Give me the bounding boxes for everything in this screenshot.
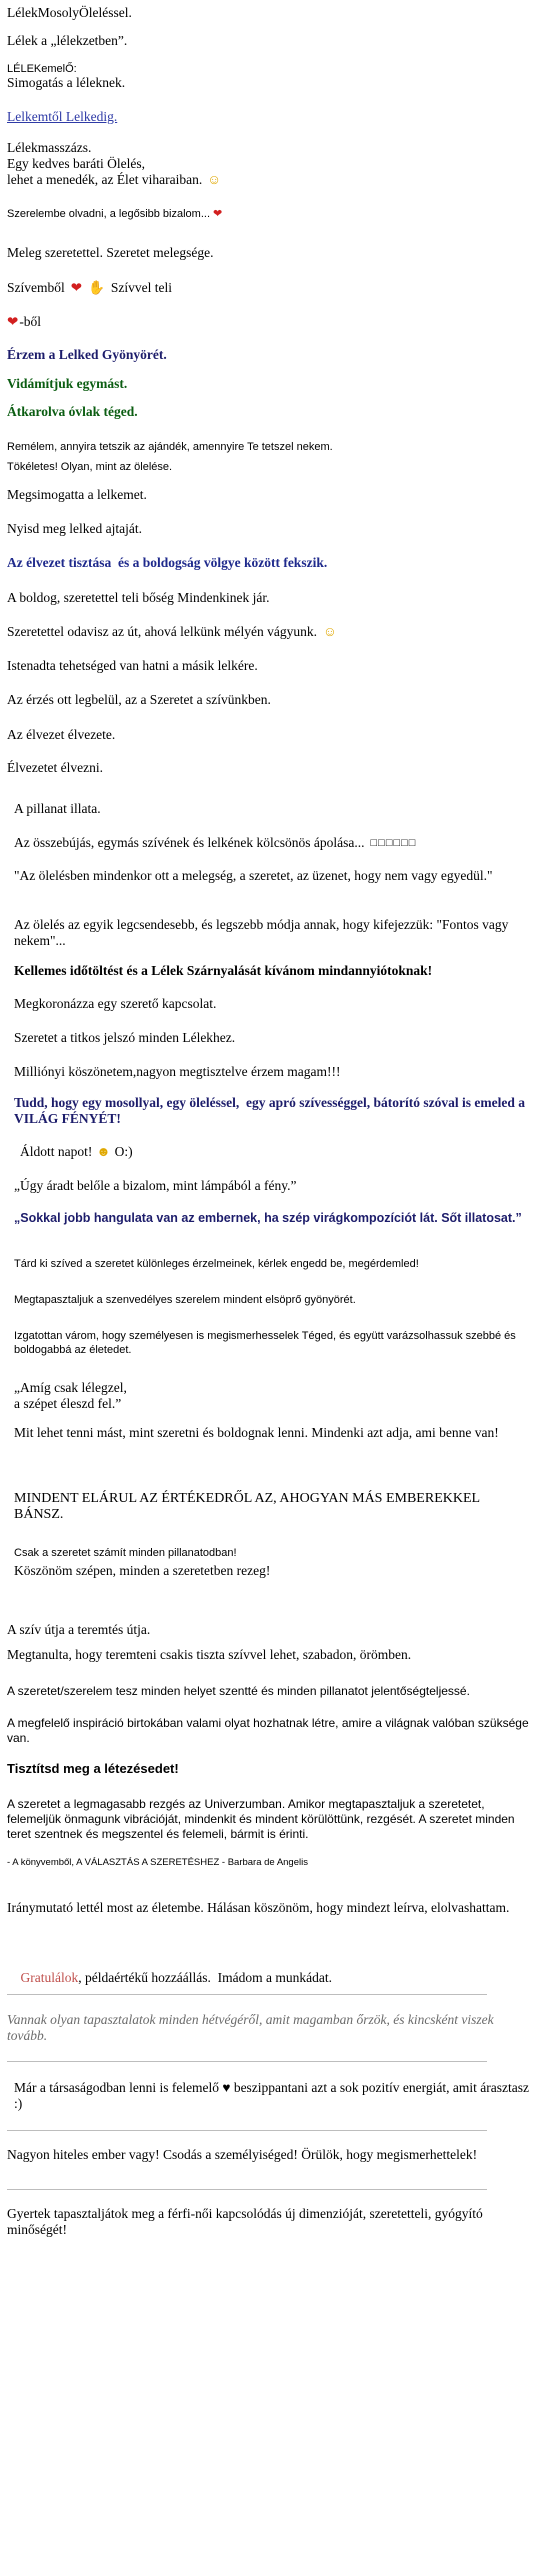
text-line: Milliónyi köszönetem,nagyon megtisztelve érzem magam!!! xyxy=(14,1064,341,1079)
text-line: Megsimogatta a lelkemet. xyxy=(7,487,147,502)
text-line: „Úgy áradt belőle a bizalom, mint lámpából a fény.” xyxy=(14,1178,297,1193)
missing-glyph-icon: □□□□□□ xyxy=(370,837,417,849)
divider xyxy=(7,2130,487,2131)
text-line-with-icon: Szívemből ❤ ✋ Szívvel teli xyxy=(7,280,172,295)
text-line: Szeretet a titkos jelszó minden Lélekhez. xyxy=(14,1030,236,1045)
text-line: Meleg szeretettel. Szeretet melegsége. xyxy=(7,245,214,260)
heart-emoji-icon: ❤ xyxy=(70,280,83,295)
text-line: Simogatás a léleknek. xyxy=(7,75,126,90)
text-line: Az érzés ott legbelül, az a Szeretet a szívünkben. xyxy=(7,692,271,707)
text-line: Megtapasztaljuk a szenvedélyes szerelem mindent elsöprő gyönyörét. xyxy=(14,1294,356,1306)
text-line: A szeretet/szerelem tesz minden helyet szentté és minden pillanatot jelentőségteljessé. xyxy=(7,1684,470,1698)
text-line: LélekMosolyÖleléssel. xyxy=(7,5,132,20)
text-line-with-icon: Szerelembe olvadni, a legősibb bizalom... ❤ xyxy=(7,208,223,220)
text-line: Gratulálok, példaértékű hozzáállás. Imádom a munkádat. xyxy=(20,1970,333,1985)
text-line: Vidámítjuk egymást. xyxy=(7,376,128,391)
text-line: LÉLEKemelŐ: xyxy=(7,63,77,75)
text-line: Az élvezet tisztása és a boldogság völgye között fekszik. xyxy=(7,555,328,570)
text-line: A pillanat illata. xyxy=(14,801,101,816)
text-line: Tudd, hogy egy mosollyal, egy öleléssel, egy apró szívességgel, bátorító szóval is emeled a VILÁG FÉNYÉT! xyxy=(14,1095,529,1126)
text-line: Mit lehet tenni mást, mint szeretni és boldognak lenni. Mindenki azt adja, ami benne van! xyxy=(14,1425,499,1440)
text-line: Egy kedves baráti Ölelés, xyxy=(7,156,145,171)
text-line: Tökéletes! Olyan, mint az ölelése. xyxy=(7,461,173,473)
link-lelkemtol[interactable]: Lelkemtől Lelkedig. xyxy=(7,109,118,124)
text-line: - A könyvemből, A VÁLASZTÁS A SZERETÉSHEZ - Barbara de Angelis xyxy=(7,1857,308,1868)
heart-emoji-icon: ❤ xyxy=(7,314,19,329)
text-line: Tárd ki szíved a szeretet különleges érzelmeinek, kérlek engedd be, megérdemled! xyxy=(14,1258,419,1270)
text-line-with-icon: lehet a menedék, az Élet viharaiban. ☺ xyxy=(7,172,222,187)
text-line: Megkoronázza egy szerető kapcsolat. xyxy=(14,996,217,1011)
divider xyxy=(7,2189,487,2190)
text-line: Gyertek tapasztaljátok meg a férfi-női kapcsolódás új dimenzióját, szeretetteli, gyógyító minőségét! xyxy=(7,2206,487,2237)
text-line: „Amíg csak lélegzel, xyxy=(14,1380,127,1395)
divider xyxy=(7,2061,487,2062)
text-line: a szépet éleszd fel.” xyxy=(14,1396,122,1411)
text-line: Átkarolva óvlak téged. xyxy=(7,404,138,419)
text-line-with-icon: Szeretettel odavisz az út, ahová lelkünk mélyén vágyunk. ☺ xyxy=(7,624,337,639)
text-line: Csak a szeretet számít minden pillanatodban! xyxy=(14,1547,237,1559)
text-line: Nagyon hiteles ember vagy! Csodás a személyiséged! Örülök, hogy megismerhettelek! xyxy=(7,2147,478,2162)
text-line: Köszönöm szépen, minden a szeretetben rezeg! xyxy=(14,1563,271,1578)
text-line: Vannak olyan tapasztalatok minden hétvégéről, amit magamban őrzök, és kincsként viszek tovább. xyxy=(7,2012,498,2043)
text-line-with-icon: ❤ -ből xyxy=(7,314,42,329)
grin-icon: ☻ xyxy=(96,1144,111,1159)
smile-emoji-icon: ☺ xyxy=(323,624,337,639)
text-line: Élvezetet élvezni. xyxy=(7,760,103,775)
text-line: Az élvezet élvezete. xyxy=(7,727,116,742)
text-line-with-icon: Az összebújás, egymás szívének és lelkének kölcsönös ápolása... □□□□□□ xyxy=(14,835,417,850)
text-line: Tisztítsd meg a létezésedet! xyxy=(7,1761,179,1776)
text-line: Már a társaságodban lenni is felemelő ♥ beszippantani azt a sok pozitív energiát, amit árasztasz :) xyxy=(14,2080,533,2111)
text-line: „Sokkal jobb hangulata van az embernek, ha szép virágkompozíciót lát. Sőt illatosat.” xyxy=(14,1211,522,1225)
text-line: Istenadta tehetséged van hatni a másik lelkére. xyxy=(7,658,258,673)
text-line: A szeretet a legmagasabb rezgés az Univerzumban. Amikor megtapasztaljuk a szeretetet, felemeljük önmagunk vibrációját, mindenkit és mindent körülöttünk, rezgését. A szeretet minden teret szentnek és megszentel és felemeli, bármit is érinti. xyxy=(7,1797,518,1841)
text-line: Nyisd meg lelked ajtaját. xyxy=(7,521,142,536)
highlight-word: Gratulálok xyxy=(20,1970,79,1985)
pray-hands-icon: ✋ xyxy=(88,280,105,295)
text-line: A megfelelő inspiráció birtokában valami olyat hozhatnak létre, amire a világnak valóban szüksége van. xyxy=(7,1716,532,1745)
text-line: Lélekmasszázs. xyxy=(7,140,92,155)
text-line: Érzem a Lelked Gyönyörét. xyxy=(7,347,167,362)
text-line-with-icon: Áldott napot! ☻ O:) xyxy=(20,1144,133,1159)
text-line: A boldog, szeretettel teli bőség Mindenkinek jár. xyxy=(7,590,270,605)
text-line: A szív útja a teremtés útja. xyxy=(7,1622,151,1637)
text-line: Megtanulta, hogy teremteni csakis tiszta szívvel lehet, szabadon, örömben. xyxy=(7,1647,412,1662)
heart-emoji-icon: ❤ xyxy=(213,208,223,220)
text-line: Kellemes időtöltést és a Lélek Szárnyalását kívánom mindannyiótoknak! xyxy=(14,963,433,978)
text-line: Lélek a „lélekzetben”. xyxy=(7,33,128,48)
divider xyxy=(7,1994,487,1995)
text-line: Az ölelés az egyik legcsendesebb, és legszebb módja annak, hogy kifejezzük: "Fontos vagy nekem"... xyxy=(14,917,512,948)
text-line: "Az ölelésben mindenkor ott a melegség, a szeretet, az üzenet, hogy nem vagy egyedül." xyxy=(14,868,493,883)
text-line: MINDENT ELÁRUL AZ ÉRTÉKEDRŐL AZ, AHOGYAN MÁS EMBEREKKEL BÁNSZ. xyxy=(14,1491,484,1522)
smile-emoji-icon: ☺ xyxy=(207,172,222,187)
text-line: Iránymutató lettél most az életembe. Hálásan köszönöm, hogy mindezt leírva, elolvashattam. xyxy=(7,1900,510,1915)
text-line: Remélem, annyira tetszik az ajándék, amennyire Te tetszel nekem. xyxy=(7,441,333,453)
text-line: Izgatottan várom, hogy személyesen is megismerhesselek Téged, és együtt varázsolhassuk szebbé és boldogabbá az életedet. xyxy=(14,1330,519,1356)
